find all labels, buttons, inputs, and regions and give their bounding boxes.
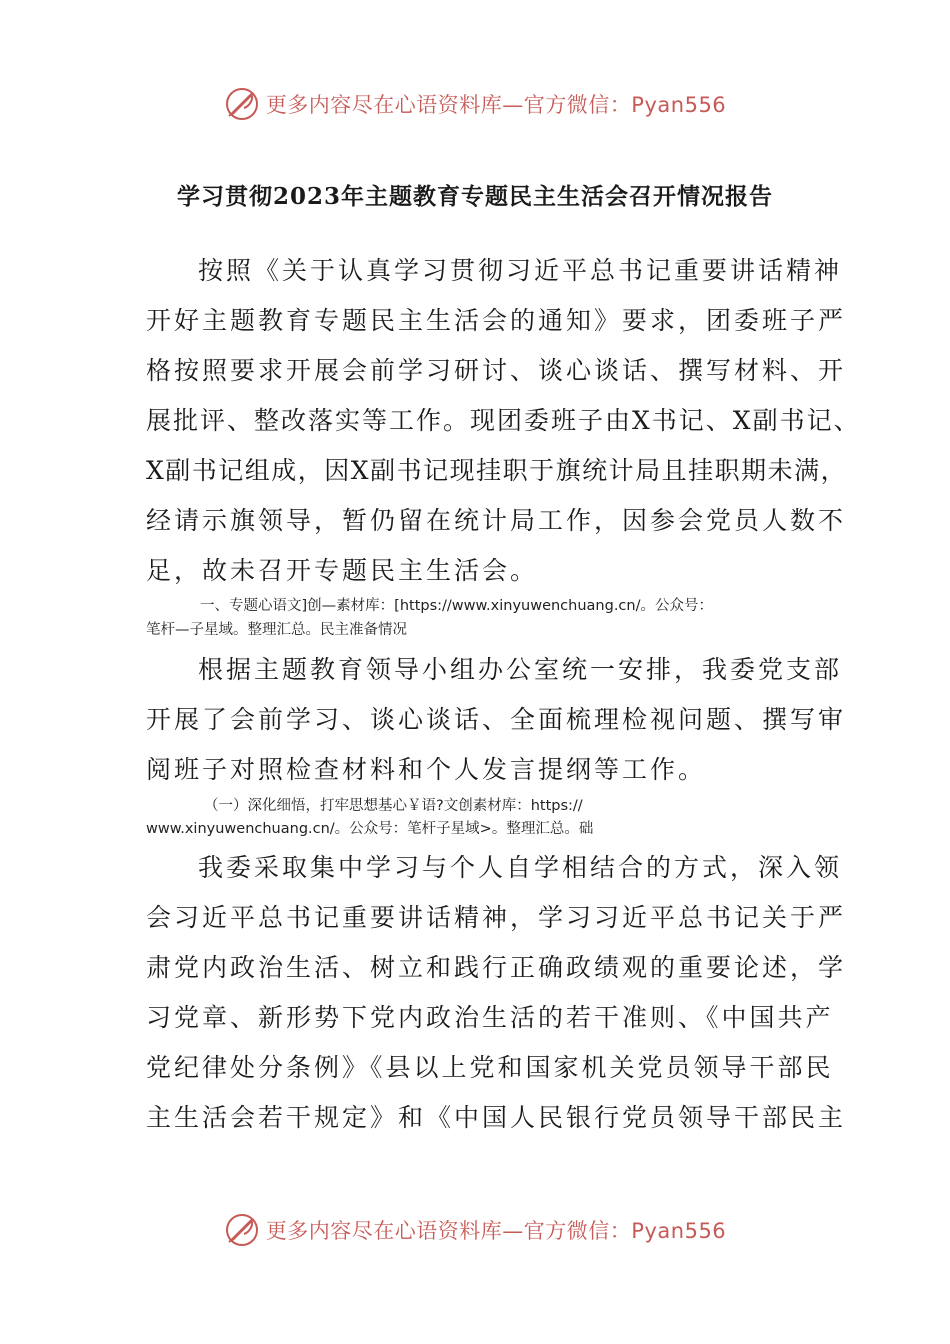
quill-pen-logo-icon	[224, 1212, 260, 1248]
subsection-heading-line: www.xinyuwenchuang.cn/。公众号：笔杆子星域>。整理汇总。础	[146, 821, 594, 837]
watermark-text: 更多内容尽在心语资料库—官方微信：Pyan556	[265, 1219, 727, 1243]
paragraph-line: 按照《关于认真学习贯彻习近平总书记重要讲话精神	[198, 256, 843, 285]
section-heading-line: 笔杆—子星域。整理汇总。民主准备情况	[146, 622, 407, 638]
paragraph-line: 足，故未召开专题民主生活会。	[146, 556, 539, 585]
quill-pen-logo-icon	[224, 86, 260, 122]
paragraph-line: 我委采取集中学习与个人自学相结合的方式，深入领	[198, 853, 843, 882]
paragraph-line: 格按照要求开展会前学习研讨、谈心谈话、撰写材料、开	[146, 356, 847, 385]
document-title: 学习贯彻2023年主题教育专题民主生活会召开情况报告	[176, 183, 773, 210]
paragraph-line: 展批评、整改落实等工作。现团委班子由X书记、X副书记、	[146, 406, 861, 435]
footer-watermark-banner	[0, 1210, 950, 1250]
subsection-heading-line: （一）深化细悟，打牢思想基心￥语?文创素材库：https://	[204, 798, 583, 814]
header-watermark-banner	[0, 84, 950, 124]
paragraph-line: 开展了会前学习、谈心谈话、全面梳理检视问题、撰写审	[146, 705, 847, 734]
paragraph-line: 经请示旗领导，暂仍留在统计局工作，因参会党员人数不	[146, 506, 847, 535]
paragraph-line: 开好主题教育专题民主生活会的通知》要求，团委班子严	[146, 306, 847, 335]
paragraph-line: 肃党内政治生活、树立和践行正确政绩观的重要论述，学	[146, 953, 847, 982]
paragraph-line: 阅班子对照检查材料和个人发言提纲等工作。	[146, 755, 707, 784]
paragraph-line: X副书记组成，因X副书记现挂职于旗统计局且挂职期未满，	[146, 456, 848, 485]
watermark-text: 更多内容尽在心语资料库—官方微信：Pyan556	[265, 93, 727, 117]
paragraph-line: 会习近平总书记重要讲话精神，学习习近平总书记关于严	[146, 903, 847, 932]
paragraph-line: 根据主题教育领导小组办公室统一安排，我委党支部	[198, 655, 843, 684]
section-heading-line: 一、专题心语文]创—素材库：[https://www.xinyuwenchuang.cn/。公众号：	[200, 598, 713, 614]
paragraph-line: 习党章、新形势下党内政治生活的若干准则、《中国共产	[146, 1003, 834, 1032]
paragraph-line: 党纪律处分条例》《县以上党和国家机关党员领导干部民	[146, 1053, 834, 1082]
paragraph-line: 主生活会若干规定》和《中国人民银行党员领导干部民主	[146, 1103, 847, 1132]
